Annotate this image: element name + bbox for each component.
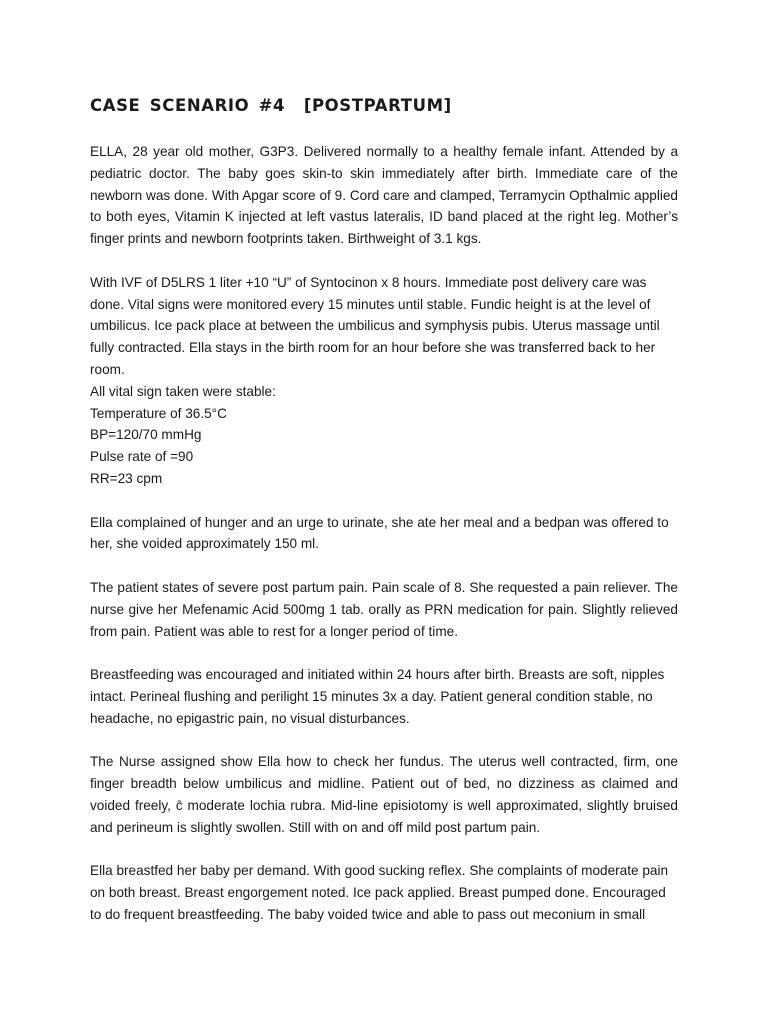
paragraph-hunger-urination: Ella complained of hunger and an urge to urinate, she ate her meal and a bedpan was offered to her, she voided approximately 150 ml. [90, 514, 669, 552]
vital-pulse-rate: Pulse rate of =90 [90, 449, 194, 465]
document-title: CASE SCENARIO #4 [POSTPARTUM] [90, 96, 452, 115]
paragraph-post-delivery-text: With IVF of D5LRS 1 liter +10 “U” of Syntocinon x 8 hours. Immediate post delivery care was done. Vital signs were monitored every 15 minutes until stable. Fundic height is at the level of umbilicus. Ice pack place at between the umbilicus and symphysis pubis. Uterus massage until fully contracted. Ella stays in the birth room for an hour before she was transferred back to her room. [90, 274, 660, 377]
paragraph-breast-engorgement: Ella breastfed her baby per demand. With good sucking reflex. She complaints of moderate pain on both breast. Breast engorgement noted. Ice pack applied. Breast pumped done. Encouraged to do frequent breastfeeding. The baby voided twice and able to pass out meconium in small [90, 863, 669, 922]
vital-signs-heading: All vital sign taken were stable: [90, 383, 276, 399]
vital-respiratory-rate: RR=23 cpm [90, 470, 163, 486]
paragraph-post-delivery-care [90, 272, 678, 490]
paragraph-pain: The patient states of severe post partum pain. Pain scale of 8. She requested a pain reliever. The nurse give her Mefenamic Acid 500mg 1 tab. orally as PRN medication for pain. Slightly relieved from pain. Patient was able to rest for a longer period of time. [90, 579, 678, 639]
vital-blood-pressure: BP=120/70 mmHg [90, 427, 202, 443]
paragraph-delivery: ELLA, 28 year old mother, G3P3. Delivered normally to a healthy female infant. Attended by a pediatric doctor. The baby goes skin-to skin immediately after birth. Immediate care of the newborn was done. With Apgar score of 9. Cord care and clamped, Terramycin Opthalmic applied to both eyes, Vitamin K injected at left vastus lateralis, ID band placed at the right leg. Mother’s finger prints and newborn footprints taken. Birthweight of 3.1 kgs. [90, 144, 678, 247]
paragraph-breastfeeding: Breastfeeding was encouraged and initiated within 24 hours after birth. Breasts are soft, nipples intact. Perineal flushing and perilight 15 minutes 3x a day. Patient general condition stable, no headache, no epigastric pain, no visual disturbances. [90, 667, 665, 726]
vital-temperature: Temperature of 36.5°C [90, 405, 227, 421]
paragraph-fundus-check: The Nurse assigned show Ella how to check her fundus. The uterus well contracted, firm, one finger breadth below umbilicus and midline. Patient out of bed, no dizziness as claimed and voided freely, c̄ moderate lochia rubra. Mid-line episiotomy is well approximated, slightly bruised and perineum is slightly swollen. Still with on and off mild post partum pain. [90, 754, 678, 835]
